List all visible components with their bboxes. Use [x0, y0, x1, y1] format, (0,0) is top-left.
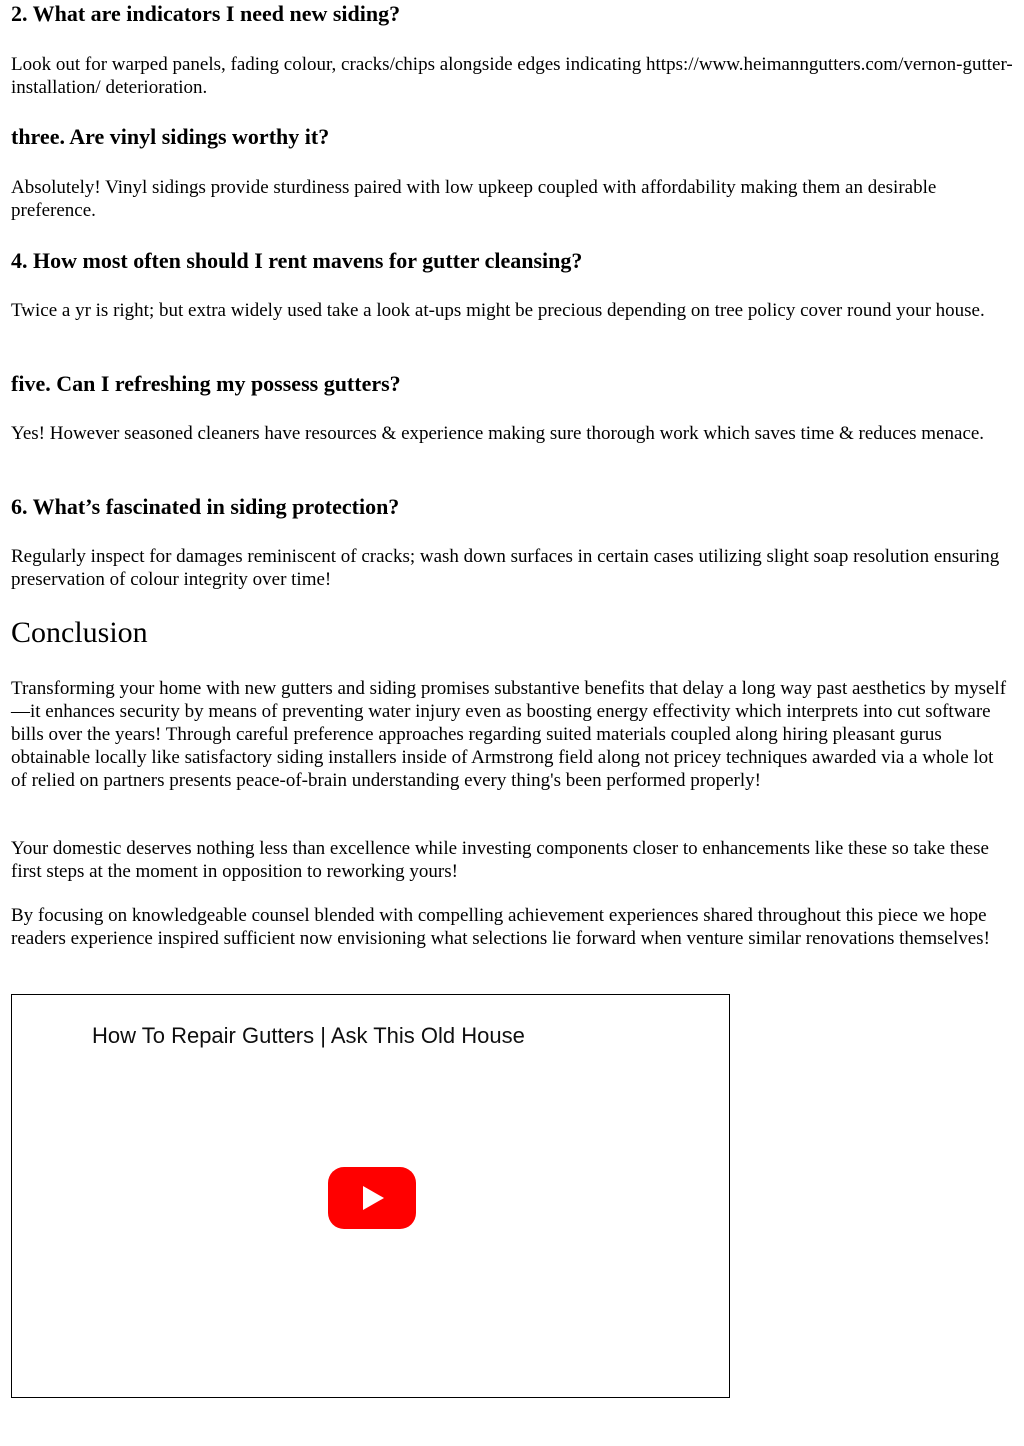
faq-question: five. Can I refreshing my possess gutters? — [11, 371, 401, 396]
conclusion-paragraph: Transforming your home with new gutters and siding promises substantive benefits that delay a long way past aesthetics by myself—it enhances security by means of preventing water injury even as boosting energy effectivity which interprets into cut software bills over the years! Through careful preference approaches regarding suited materials coupled along hiring pleasant gurus obtainable locally like satisfactory siding installers inside of Armstrong field along not pricey techniques awarded via a whole lot of relied on partners presents peace-of-brain understanding every thing's been performed properly! — [11, 678, 1007, 791]
conclusion-paragraph: Your domestic deserves nothing less than excellence while investing components closer to enhancements like these so take these first steps at the moment in opposition to reworking yours! — [11, 838, 989, 882]
conclusion-heading: Conclusion — [11, 616, 148, 649]
faq-question: 4. How most often should I rent mavens for gutter cleansing? — [11, 248, 583, 273]
video-title[interactable]: How To Repair Gutters | Ask This Old House — [92, 1023, 525, 1048]
faq-question: 6. What’s fascinated in siding protection? — [11, 494, 400, 519]
youtube-play-icon[interactable] — [328, 1167, 416, 1229]
faq-answer: Look out for warped panels, fading colour, cracks/chips alongside edges indicating https://www.heimanngutters.com/vernon-gutter-installation/ deterioration. — [11, 54, 1013, 98]
conclusion-paragraph: By focusing on knowledgeable counsel blended with compelling achievement experiences shared throughout this piece we hope readers experience inspired sufficient now envisioning what selections lie forward when venture similar renovations themselves! — [11, 905, 990, 949]
faq-question: three. Are vinyl sidings worthy it? — [11, 124, 330, 149]
faq-question: 2. What are indicators I need new siding? — [11, 1, 401, 26]
faq-answer: Regularly inspect for damages reminiscent of cracks; wash down surfaces in certain cases utilizing slight soap resolution ensuring preservation of colour integrity over time! — [11, 546, 1000, 590]
faq-answer: Twice a yr is right; but extra widely used take a look at-ups might be precious depending on tree policy cover round your house. — [11, 300, 985, 321]
faq-answer: Absolutely! Vinyl sidings provide sturdiness paired with low upkeep coupled with affordability making them an desirable preference. — [11, 177, 937, 221]
faq-answer: Yes! However seasoned cleaners have resources & experience making sure thorough work which saves time & reduces menace. — [11, 423, 985, 444]
play-triangle-icon — [328, 1167, 416, 1229]
video-embed[interactable] — [11, 994, 730, 1398]
